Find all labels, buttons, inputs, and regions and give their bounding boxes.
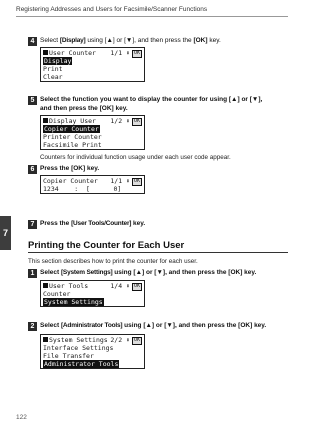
key-system-settings: [System Settings] (60, 269, 113, 276)
lcd-system-settings (40, 334, 145, 369)
updown-arrows-icon: ⬍ (126, 49, 130, 57)
screen-icon (43, 283, 48, 288)
lcd-item: Clear (43, 73, 63, 81)
header-divider (16, 16, 288, 17)
updown-arrows-icon: ⬍ (126, 117, 130, 125)
lcd-item: Interface Settings (43, 344, 114, 352)
lcd-title-row: Copier Counter 1/1 ⬍ OK (43, 177, 140, 185)
updown-arrows-icon: ⬍ (126, 336, 130, 344)
key-ok: [OK] (99, 105, 114, 112)
step-2: 2 Select [Administrator Tools] using [▲] or [▼], and then press the [OK] key. (28, 322, 290, 331)
section-intro: This section describes how to print the counter for each user. (28, 258, 198, 265)
lcd-item: System Settings (44, 298, 103, 306)
screen-icon (43, 50, 48, 55)
ok-icon: OK (133, 50, 140, 56)
step-number: 1 (28, 269, 37, 278)
step-1: 1 Select [System Settings] using [▲] or [▼], and then press the [OK] key. (28, 269, 290, 278)
lcd-display-user (40, 115, 145, 150)
step-number: 2 (28, 322, 37, 331)
screen-icon (43, 118, 48, 123)
key-user-tools-counter: [User Tools/Counter] (71, 220, 132, 227)
section-title: Printing the Counter for Each User (28, 240, 185, 251)
lcd-item: File Transfer (43, 352, 94, 360)
page-number: 122 (16, 414, 27, 421)
lcd-title-row: Display User 1/2 ⬍ OK (43, 117, 142, 125)
chapter-tab: 7 (0, 216, 11, 250)
ok-icon: OK (133, 118, 140, 124)
lcd-user-counter (40, 47, 145, 82)
step-4: 4 Select [Display] using [▲] or [▼], and then press the [OK] key. (28, 37, 290, 46)
running-head: Registering Addresses and Users for Facsimile/Scanner Functions (16, 6, 208, 13)
lcd-user-tools (40, 280, 145, 307)
step-6: 6 Press the [OK] key. (28, 165, 290, 174)
ok-icon: OK (133, 178, 140, 184)
key-ok: [OK] (238, 322, 253, 329)
step-number: 6 (28, 165, 37, 174)
lcd-copier-counter (40, 175, 145, 194)
key-ok: [OK] (71, 165, 86, 172)
lcd-title-row: User Counter 1/1 ⬍ OK (43, 49, 142, 57)
lcd-item: 1234 : [ 0] (43, 185, 122, 193)
step-number: 5 (28, 96, 37, 105)
step-5-note: Counters for individual function usage under each user code appear. (40, 154, 231, 161)
lcd-item: Display (44, 57, 72, 65)
lcd-item: Facsimile Print (43, 141, 102, 149)
section-divider (28, 252, 288, 253)
lcd-title-row: User Tools 1/4 ⬍ OK (43, 282, 142, 290)
lcd-item: Printer Counter (43, 133, 102, 141)
key-administrator-tools: [Administrator Tools] (60, 322, 123, 329)
lcd-item: Copier Counter (44, 125, 99, 133)
step-number: 4 (28, 37, 37, 46)
lcd-item: Administrator Tools (44, 360, 119, 368)
ok-icon: OK (133, 337, 140, 343)
updown-arrows-icon: ⬍ (126, 177, 130, 185)
updown-arrows-icon: ⬍ (126, 282, 130, 290)
key-display: [Display] (59, 37, 86, 44)
lcd-title-row: System Settings 2/2 ⬍ OK (43, 336, 142, 344)
lcd-item: Counter (43, 290, 71, 298)
key-ok: [OK] (193, 37, 208, 44)
step-number: 7 (28, 220, 37, 229)
lcd-item: Print (43, 65, 63, 73)
step-5-line2: and then press the [OK] key. (40, 105, 128, 112)
ok-icon: OK (133, 283, 140, 289)
step-7: 7 Press the [User Tools/Counter] key. (28, 220, 290, 229)
step-5: 5 Select the function you want to display the counter for using [▲] or [▼], (28, 96, 290, 105)
key-ok: [OK] (228, 269, 243, 276)
screen-icon (43, 337, 48, 342)
